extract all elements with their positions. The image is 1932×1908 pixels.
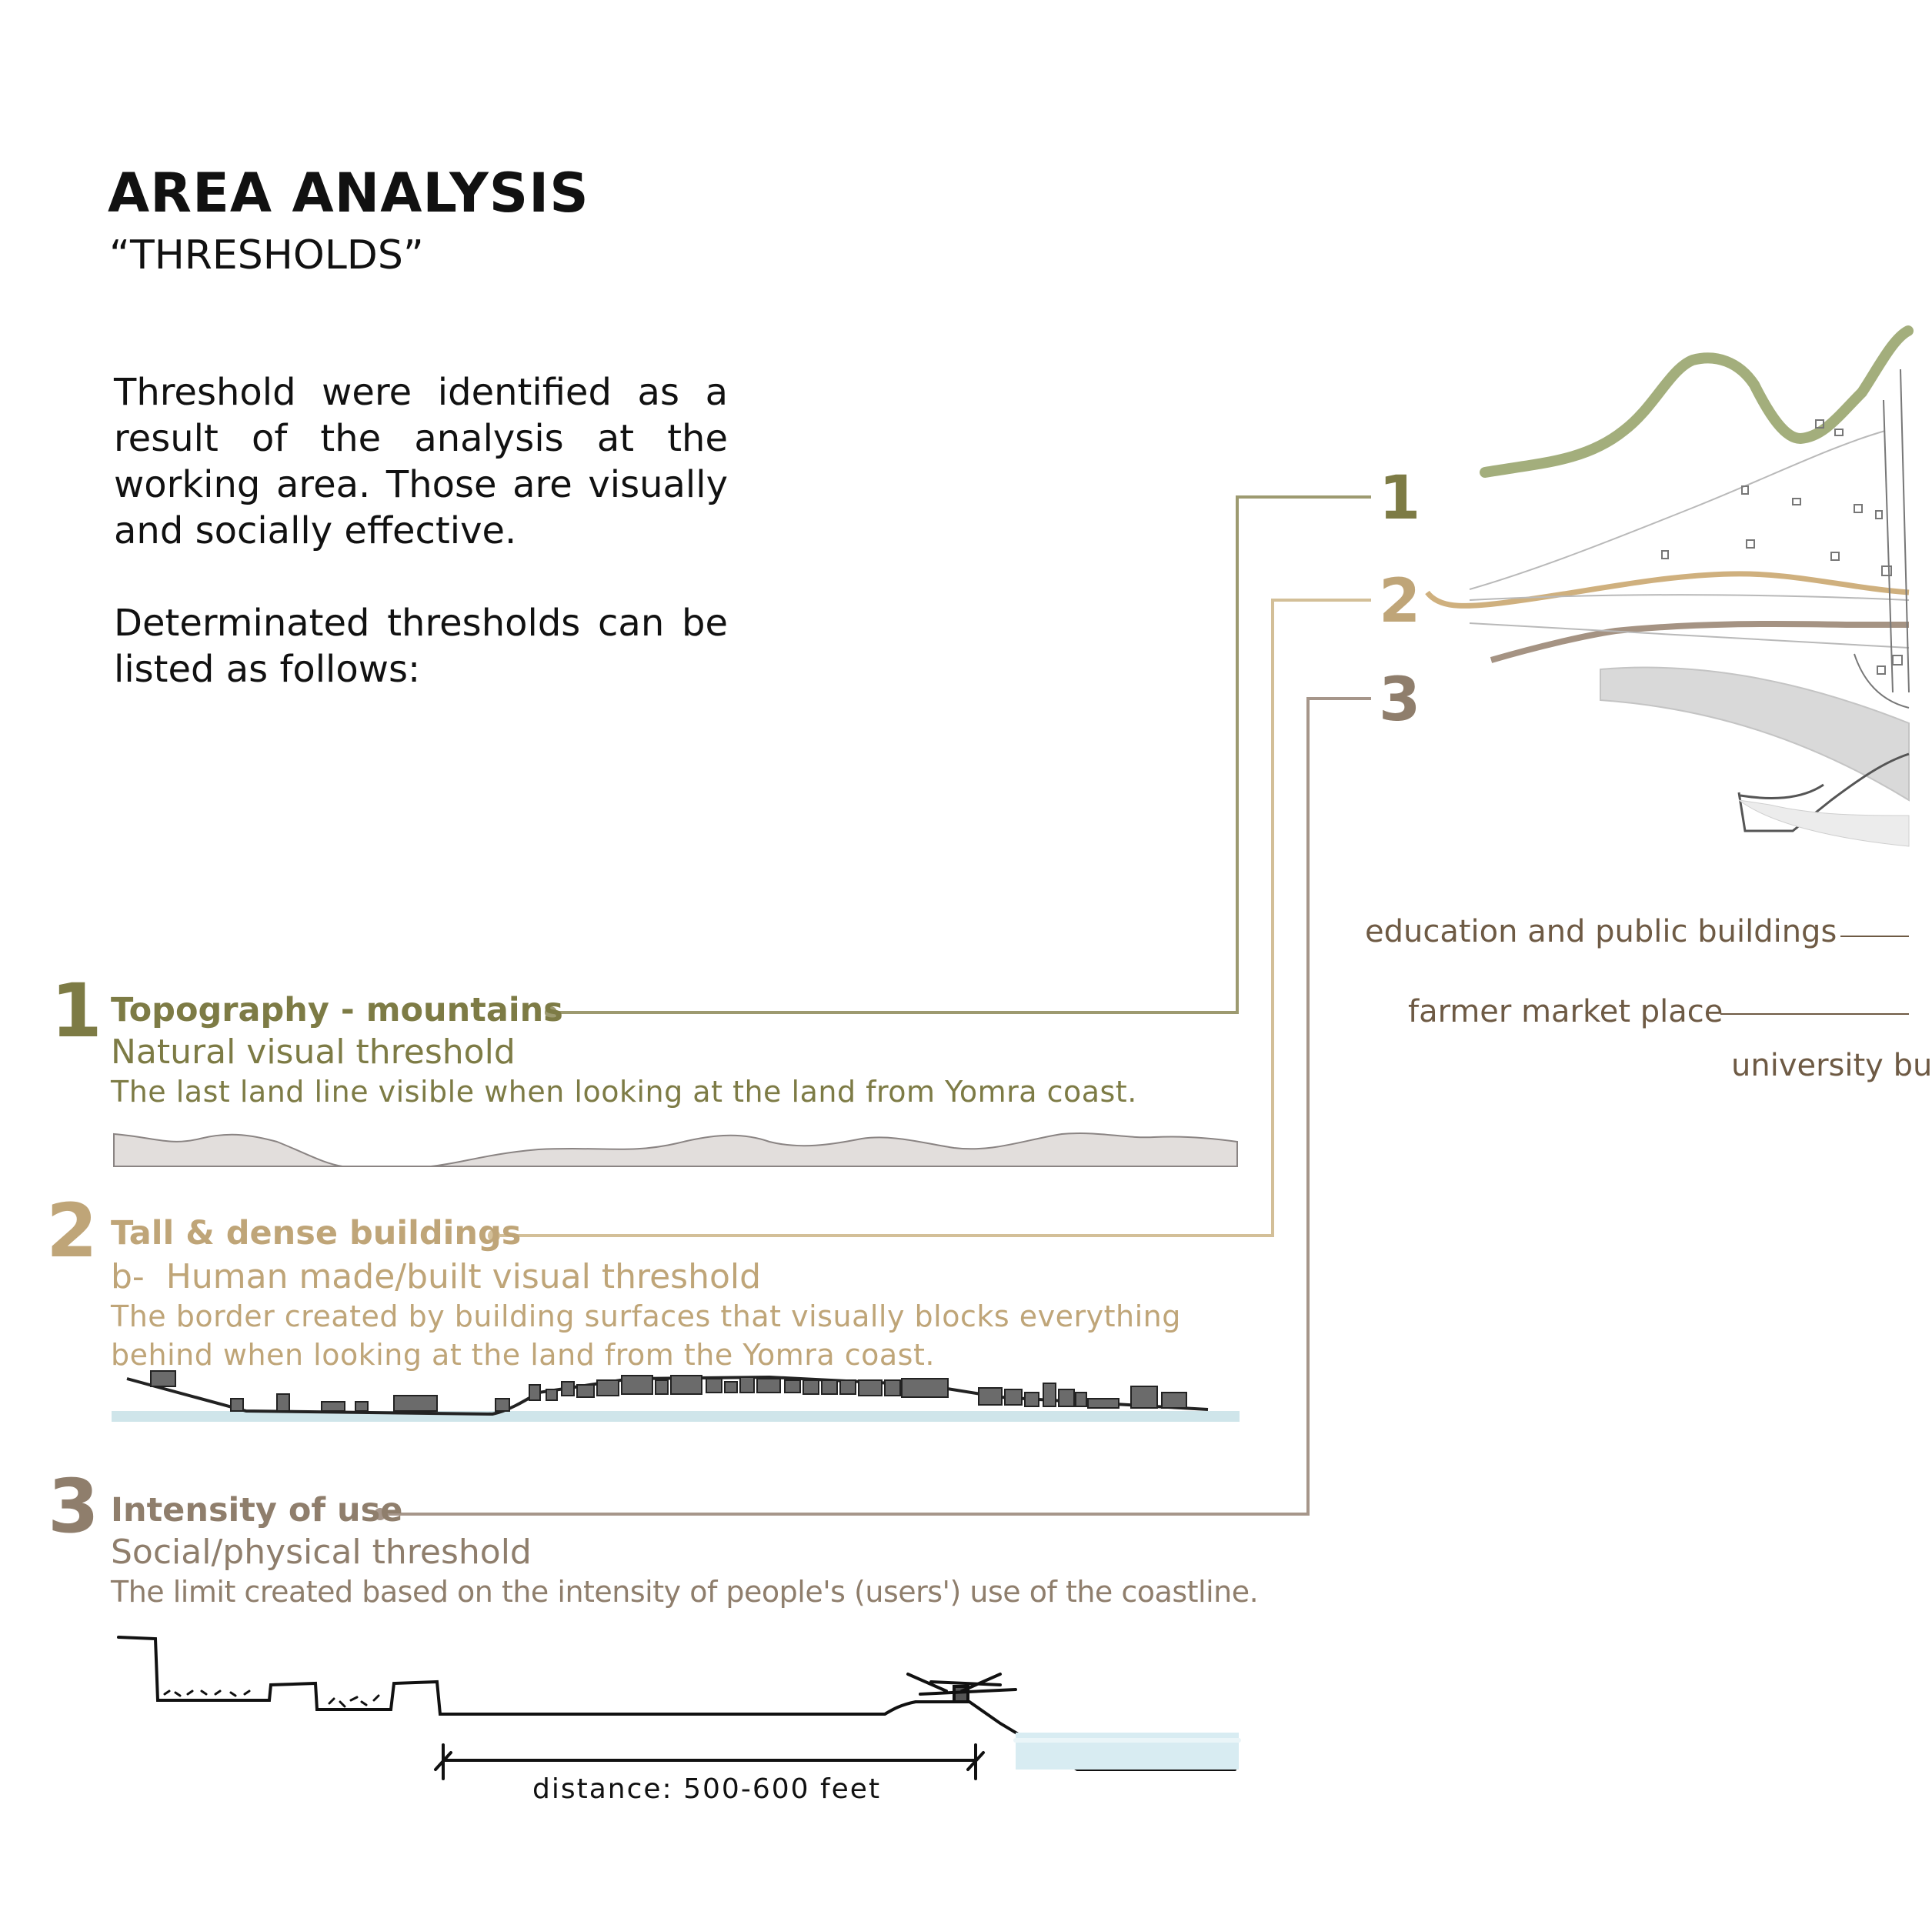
- map-callout-3: 3: [1379, 665, 1421, 735]
- connector-line-1: [551, 497, 1371, 1012]
- threshold-2-number: 2: [46, 1188, 98, 1274]
- threshold-3-description: The limit created based on the intensity of people's (users') use of the coastline.: [111, 1575, 1259, 1609]
- use-intensity-section: [118, 1637, 1239, 1779]
- building-threshold-line: [1427, 574, 1909, 606]
- threshold-1-subtitle: Natural visual threshold: [111, 1032, 516, 1072]
- page-subtitle: “THRESHOLDS”: [109, 232, 424, 279]
- intro-paragraph: Threshold were identified as a result of the analysis at the working area. Those are visually and socially effective.: [114, 371, 728, 552]
- page-title: AREA ANALYSIS: [108, 162, 589, 225]
- mountain-silhouette: [114, 1133, 1237, 1166]
- distance-label: distance: 500-600 feet: [532, 1773, 882, 1805]
- map-label-university: university bu: [1731, 1048, 1932, 1083]
- site-map: [1427, 331, 1909, 1014]
- threshold-2-title: Tall & dense buildings: [111, 1214, 522, 1253]
- buildings-skyline-section: [112, 1371, 1240, 1422]
- map-label-farmer-market: farmer market place: [1408, 994, 1723, 1029]
- road-band: [1600, 668, 1909, 800]
- threshold-2-subtitle: b- Human made/built visual threshold: [111, 1257, 762, 1296]
- threshold-1-description: The last land line visible when looking at the land from Yomra coast.: [111, 1075, 1137, 1109]
- connector-line-2: [494, 600, 1371, 1236]
- threshold-3-number: 3: [48, 1463, 99, 1549]
- mountain-threshold-line: [1485, 331, 1908, 472]
- threshold-1-title: Topography - mountains: [111, 991, 563, 1029]
- threshold-3-title: Intensity of use: [111, 1491, 403, 1529]
- intro-paragraph-list: Determinated thresholds can be listed as follows:: [114, 602, 728, 691]
- map-label-education: education and public buildings: [1365, 914, 1837, 949]
- use-threshold-line: [1491, 624, 1909, 660]
- map-building-footprints: [1662, 369, 1909, 708]
- threshold-3-subtitle: Social/physical threshold: [111, 1533, 532, 1572]
- threshold-2-description: The border created by building surfaces that visually blocks everything behind when looking at the land from the Yomra coast.: [111, 1299, 1181, 1372]
- shelter-sketch: [908, 1674, 1016, 1702]
- map-callout-1: 1: [1379, 464, 1421, 533]
- map-callout-2: 2: [1379, 567, 1421, 636]
- mountain-profile-section: [114, 1133, 1237, 1166]
- threshold-1-number: 1: [51, 968, 102, 1054]
